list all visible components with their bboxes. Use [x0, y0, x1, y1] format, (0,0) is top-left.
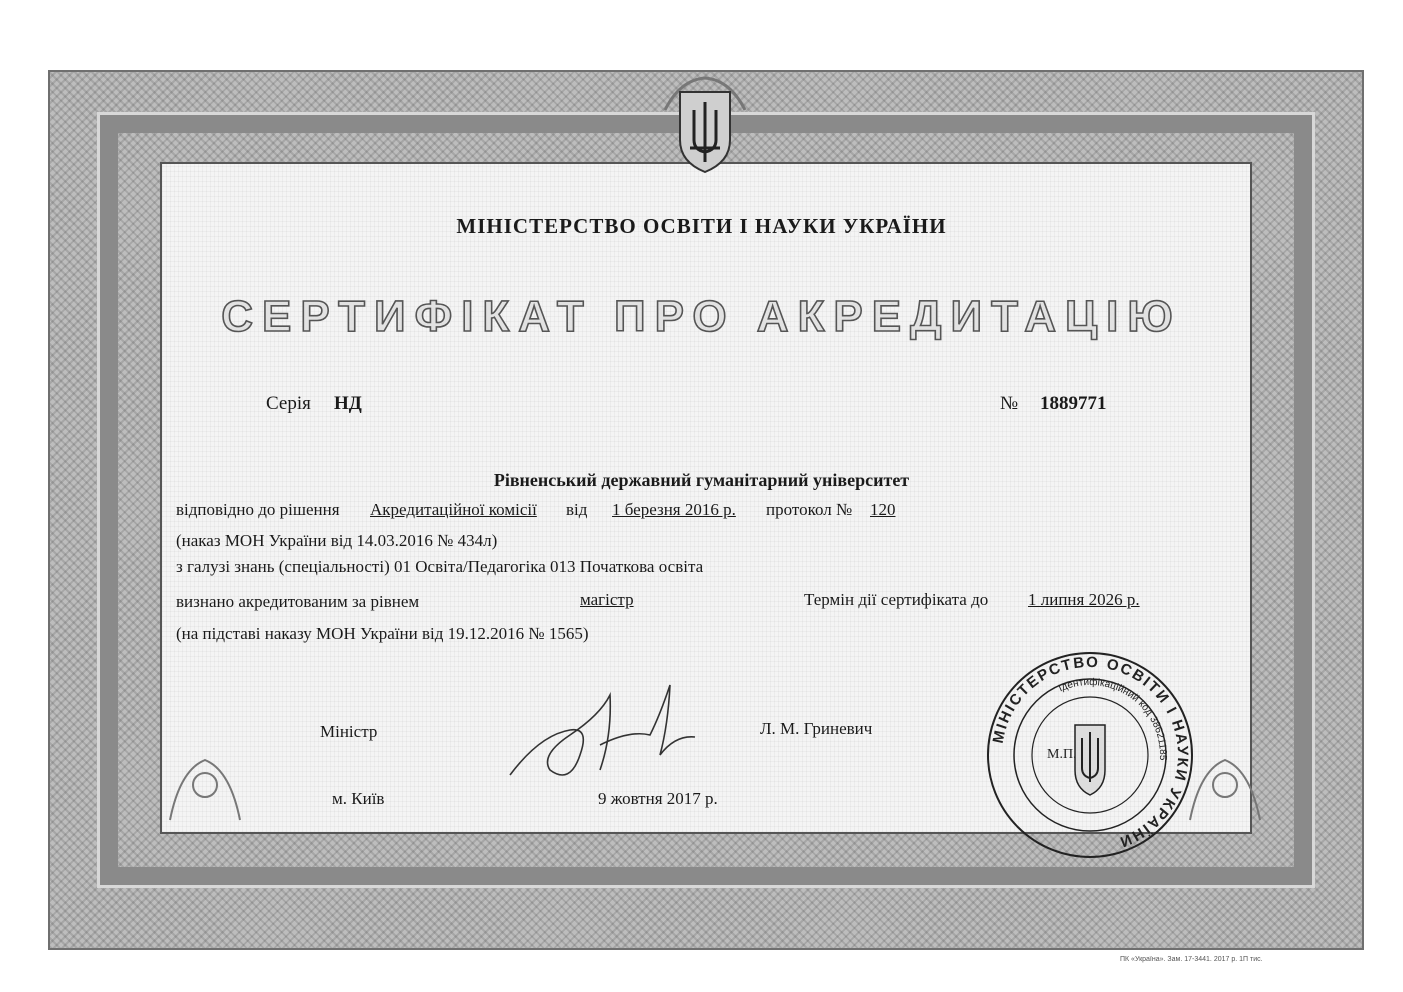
accreditation-level: магістр — [580, 590, 634, 609]
decision-date: 1 березня 2016 р. — [612, 500, 736, 519]
order-reference: (наказ МОН України від 14.03.2016 № 434л) — [176, 531, 498, 550]
validity-label: Термін дії сертифіката до — [804, 590, 989, 609]
official-seal-icon — [985, 650, 1195, 860]
level-prefix: визнано акредитованим за рівнем — [176, 592, 420, 611]
field-of-knowledge: з галузі знань (спеціальності) 01 Освіта/Педагогіка 013 Початкова освіта — [176, 557, 704, 576]
place-of-issue: м. Київ — [332, 789, 385, 808]
decision-from: від — [566, 500, 588, 519]
trident-emblem-icon — [650, 70, 760, 180]
order-basis: (на підставі наказу МОН України від 19.12.2016 № 1565) — [176, 624, 589, 643]
seal-mp-label: М.П. — [1047, 747, 1077, 762]
ministry-heading: МІНІСТЕРСТВО ОСВІТИ І НАУКИ УКРАЇНИ — [456, 214, 947, 238]
signature-icon — [500, 675, 710, 795]
number-label: № — [1000, 393, 1019, 414]
decision-prefix: відповідно до рішення — [176, 500, 340, 519]
seal-ring-text: МІНІСТЕРСТВО ОСВІТИ І НАУКИ УКРАЇНИ — [989, 653, 1192, 851]
series-label: Серія — [266, 393, 311, 414]
printer-imprint: ПК «Україна». Зам. 17-3441. 2017 р. 1П тис. — [1120, 956, 1263, 963]
issue-date: 9 жовтня 2017 р. — [598, 789, 718, 808]
signatory-role: Міністр — [320, 722, 378, 741]
series-value: НД — [334, 393, 362, 414]
institution-name: Рівненський державний гуманітарний університет — [493, 470, 910, 490]
validity-date: 1 липня 2026 р. — [1028, 590, 1140, 609]
protocol-label: протокол № — [766, 500, 853, 519]
commission-name: Акредитаційної комісії — [370, 500, 537, 519]
certificate-title: СЕРТИФІКАТ ПРО АКРЕДИТАЦІЮ — [221, 292, 1182, 341]
signatory-name: Л. М. Гриневич — [760, 719, 873, 738]
protocol-number: 120 — [870, 500, 896, 519]
floral-ornament-icon — [160, 740, 250, 830]
seal-code-text: Ідентифікаційний код 38621185 — [1056, 676, 1169, 761]
certificate-number: 1889771 — [1040, 393, 1107, 414]
